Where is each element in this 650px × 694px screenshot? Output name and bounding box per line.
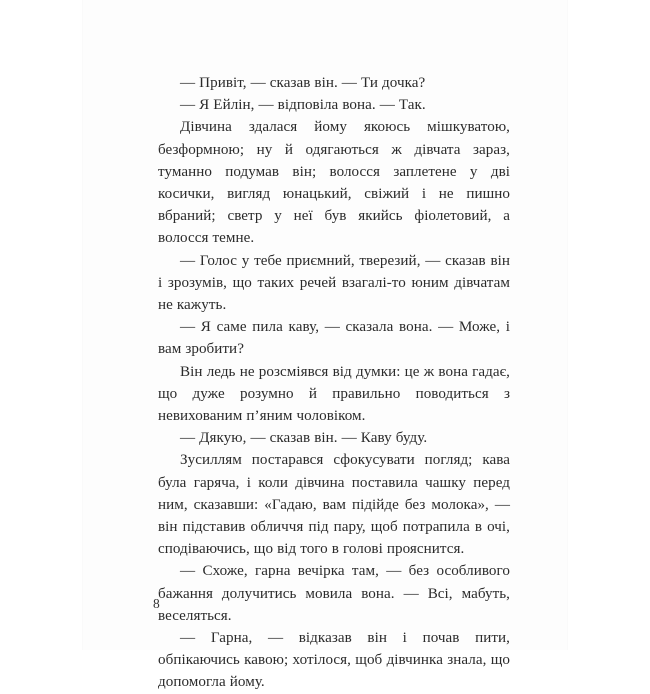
paragraph: — Я Ейлін, — відповіла вона. — Так.	[180, 97, 426, 114]
paragraph: — Гарна, — відказав він і почав пити, обпікаючись кавою; хотілося, щоб дівчинка знала, що допомогла йому.	[158, 630, 510, 691]
paragraph: Зусиллям постарався сфокусувати погляд; кава була гаряча, і коли дівчина поставила чашку перед ним, сказавши: «Гадаю, вам підійде без молока», — він підставив обличчя під пару, щоб потрапила в очі, сподіваючись, що від того в голові прояснится.	[158, 452, 510, 558]
paragraph: — Привіт, — сказав він. — Ти дочка?	[180, 75, 426, 91]
page-number: 8	[153, 596, 160, 611]
paragraph: Дівчина здалася йому якоюсь мішкуватою, безформною; ну й одягаються ж дівчата зараз, туманно подумав він; волосся заплетене у дві косички, вигляд юнацький, свіжий і не пишно вбраний; светр у неї був якийсь фіолетовий, а волосся темне.	[158, 119, 510, 247]
paragraph: — Я саме пила каву, — сказала вона. — Може, і вам зробити?	[158, 319, 510, 358]
page-gutter-left-edge	[82, 0, 83, 650]
paragraph: — Голос у тебе приємний, тверезий, — сказав він і зрозумів, що таких речей взагалі-то юним дівчатам не кажуть.	[158, 252, 510, 314]
page-text-block	[158, 72, 510, 694]
paragraph: — Дякую, — сказав він. — Каву буду.	[180, 430, 428, 447]
paragraph: Він ледь не розсміявся від думки: це ж вона гадає, що дуже розумно й правильно поводиться з невихованим п’яним чоловіком.	[158, 363, 510, 425]
page-gutter-right-edge	[567, 0, 568, 650]
paragraph: — Схоже, гарна вечірка там, — без особливого бажання долучитись мовила вона. — Всі, мабуть, веселяться.	[158, 563, 510, 624]
